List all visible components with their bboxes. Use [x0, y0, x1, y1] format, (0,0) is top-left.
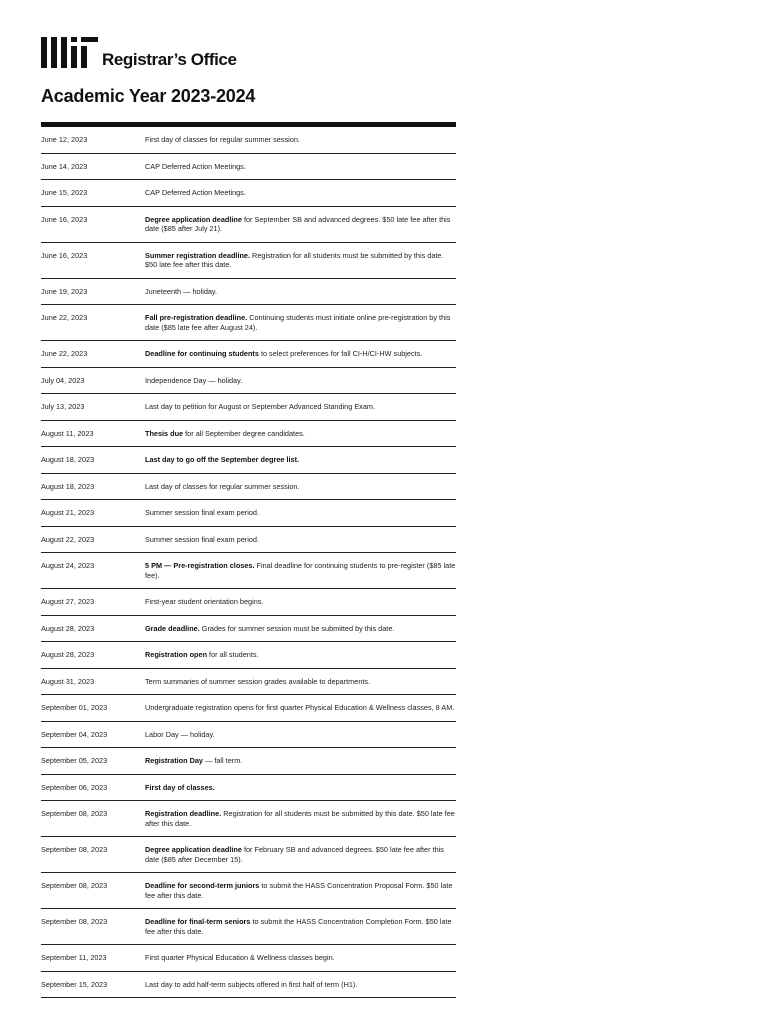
event-text: Last day of classes for regular summer session. [145, 481, 300, 491]
event-description [145, 881, 456, 900]
event-date: September 08, 2023 [41, 917, 108, 926]
event-date: August 21, 2023 [41, 508, 95, 517]
event-row [41, 305, 456, 341]
event-date: August 31, 2023 [41, 676, 95, 686]
event-highlight: Fall pre-registration deadline. [145, 313, 248, 322]
event-row [41, 837, 456, 873]
event-text: for September SB and advanced degrees. $50 late fee after this date ($85 after July 21). [145, 214, 451, 233]
event-row [41, 447, 456, 474]
event-description [145, 162, 456, 172]
event-text: Last day to add half-term subjects offered in first half of term (H1). [145, 979, 358, 989]
event-row [41, 589, 456, 616]
event-row [41, 421, 456, 448]
event-text: for all students. [207, 650, 259, 659]
event-row [41, 279, 456, 306]
event-description [145, 402, 456, 412]
event-text: Labor Day — holiday. [145, 729, 215, 739]
event-text: CAP Deferred Action Meetings. [145, 161, 246, 171]
event-row [41, 722, 456, 749]
event-date: September 11, 2023 [41, 953, 107, 962]
event-date: August 11, 2023 [41, 428, 94, 438]
event-description [145, 561, 456, 580]
event-text: Last day to petition for August or September Advanced Standing Exam. [145, 402, 375, 411]
event-row [41, 801, 456, 837]
event-date: September 15, 2023 [41, 979, 108, 989]
event-text: First-year student orientation begins. [145, 597, 264, 606]
event-description [145, 809, 456, 828]
event-text: to submit the HASS Concentration Completion Form. $50 late fee after this date. [145, 917, 452, 936]
event-text: Final deadline for continuing students to pre-register ($85 late fee). [145, 561, 456, 580]
event-description [145, 376, 456, 386]
event-text: Grades for summer session must be submitted by this date. [199, 623, 395, 633]
event-row [41, 180, 456, 207]
event-description [145, 783, 456, 793]
event-row [41, 341, 456, 368]
event-row [41, 154, 456, 181]
event-highlight: Deadline for final-term seniors [145, 917, 251, 926]
event-highlight: 5 PM — Pre-registration closes. [145, 561, 255, 570]
event-row [41, 972, 456, 999]
event-text: — fall term. [202, 756, 243, 765]
event-row [41, 553, 456, 589]
event-highlight: Registration Day [145, 756, 203, 765]
event-highlight: Grade deadline. [145, 623, 200, 633]
event-description [145, 980, 456, 990]
event-description [145, 429, 456, 439]
event-description [145, 188, 456, 198]
event-description [145, 535, 456, 545]
event-description [145, 650, 456, 660]
event-date: August 18, 2023 [41, 455, 95, 464]
event-date: June 12, 2023 [41, 135, 88, 144]
event-highlight: Degree application deadline [145, 845, 242, 854]
event-row [41, 873, 456, 909]
event-date: August 18, 2023 [41, 481, 95, 491]
event-row [41, 909, 456, 945]
event-row [41, 642, 456, 669]
event-date: June 16, 2023 [41, 214, 88, 224]
event-date: August 28, 2023 [41, 623, 95, 633]
event-text: Summer session final exam period. [145, 534, 259, 544]
event-date: September 04, 2023 [41, 729, 108, 739]
event-description [145, 624, 456, 634]
event-highlight: Degree application deadline [145, 214, 242, 224]
event-description [145, 730, 456, 740]
event-highlight: Registration open [145, 650, 208, 659]
event-highlight: Thesis due [145, 428, 184, 438]
event-date: July 13, 2023 [41, 402, 85, 411]
event-row [41, 207, 456, 243]
event-row [41, 368, 456, 395]
event-text: Registration for all students must be submitted by this date. $50 late fee after this date. [145, 250, 444, 269]
event-text: First quarter Physical Education & Wellness classes begin. [145, 953, 335, 962]
event-row [41, 695, 456, 722]
event-date: June 15, 2023 [41, 188, 88, 197]
event-text: for all September degree candidates. [183, 428, 305, 438]
event-text: Continuing students must initiate online pre-registration by this date ($85 late fee after August 24). [145, 313, 451, 332]
event-row [41, 775, 456, 802]
event-description [145, 953, 456, 963]
event-row [41, 945, 456, 972]
event-description [145, 482, 456, 492]
page-title: Academic Year 2023-2024 [41, 86, 256, 106]
event-highlight: Deadline for second-term juniors [145, 881, 260, 890]
event-date: June 14, 2023 [41, 161, 88, 171]
event-date: September 06, 2023 [41, 782, 108, 792]
event-date: August 28, 2023 [41, 650, 95, 659]
event-description [145, 251, 456, 270]
event-row [41, 394, 456, 421]
event-description [145, 287, 456, 297]
event-description [145, 703, 456, 713]
event-date: July 04, 2023 [41, 375, 85, 385]
event-highlight: Deadline for continuing students [145, 349, 259, 358]
event-date: June 22, 2023 [41, 349, 88, 358]
event-row [41, 527, 456, 554]
event-text: Summer session final exam period. [145, 508, 259, 517]
event-description [145, 349, 456, 359]
event-row [41, 243, 456, 279]
event-description [145, 313, 456, 332]
event-description [145, 215, 456, 234]
event-date: June 19, 2023 [41, 286, 88, 296]
event-text: to submit the HASS Concentration Proposal Form. $50 late fee after this date. [145, 881, 453, 900]
event-highlight: Last day to go off the September degree list. [145, 455, 300, 464]
event-description [145, 917, 456, 936]
event-text: Independence Day — holiday. [145, 375, 243, 385]
event-description [145, 455, 456, 465]
event-row [41, 616, 456, 643]
event-date: September 08, 2023 [41, 845, 108, 854]
event-date: September 05, 2023 [41, 756, 108, 765]
event-text: Term summaries of summer session grades available to departments. [145, 676, 371, 686]
office-name: Registrar’s Office [102, 50, 237, 69]
event-date: September 08, 2023 [41, 881, 108, 890]
events-list [41, 127, 456, 998]
event-date: June 22, 2023 [41, 313, 88, 322]
event-row [41, 127, 456, 154]
event-text: Juneteenth — holiday. [145, 286, 218, 296]
event-row [41, 748, 456, 775]
event-date: August 22, 2023 [41, 534, 95, 544]
event-row [41, 474, 456, 501]
event-description [145, 508, 456, 518]
event-description [145, 597, 456, 607]
event-description [145, 135, 456, 145]
event-highlight: Summer registration deadline. [145, 250, 251, 260]
mit-logo-icon [41, 37, 99, 69]
event-text: First day of classes for regular summer session. [145, 135, 300, 144]
event-date: August 27, 2023 [41, 597, 95, 606]
event-date: August 24, 2023 [41, 561, 95, 570]
event-description [145, 677, 456, 687]
event-highlight: First day of classes. [145, 782, 215, 792]
event-highlight: Registration deadline. [145, 809, 222, 818]
event-text: Undergraduate registration opens for first quarter Physical Education & Wellness classes, 8 AM. [145, 703, 455, 712]
event-date: September 08, 2023 [41, 809, 108, 818]
event-text: CAP Deferred Action Meetings. [145, 188, 246, 197]
event-description [145, 756, 456, 766]
event-date: June 16, 2023 [41, 250, 88, 260]
event-row [41, 500, 456, 527]
event-text: for February SB and advanced degrees. $50 late fee after this date ($85 after December 15). [145, 845, 444, 864]
event-text: Registration for all students must be submitted by this date. $50 late fee after this date. [145, 809, 455, 828]
event-text: to select preferences for fall CI-H/CI-HW subjects. [258, 349, 423, 358]
event-row [41, 669, 456, 696]
event-description [145, 845, 456, 864]
event-date: September 01, 2023 [41, 703, 108, 712]
